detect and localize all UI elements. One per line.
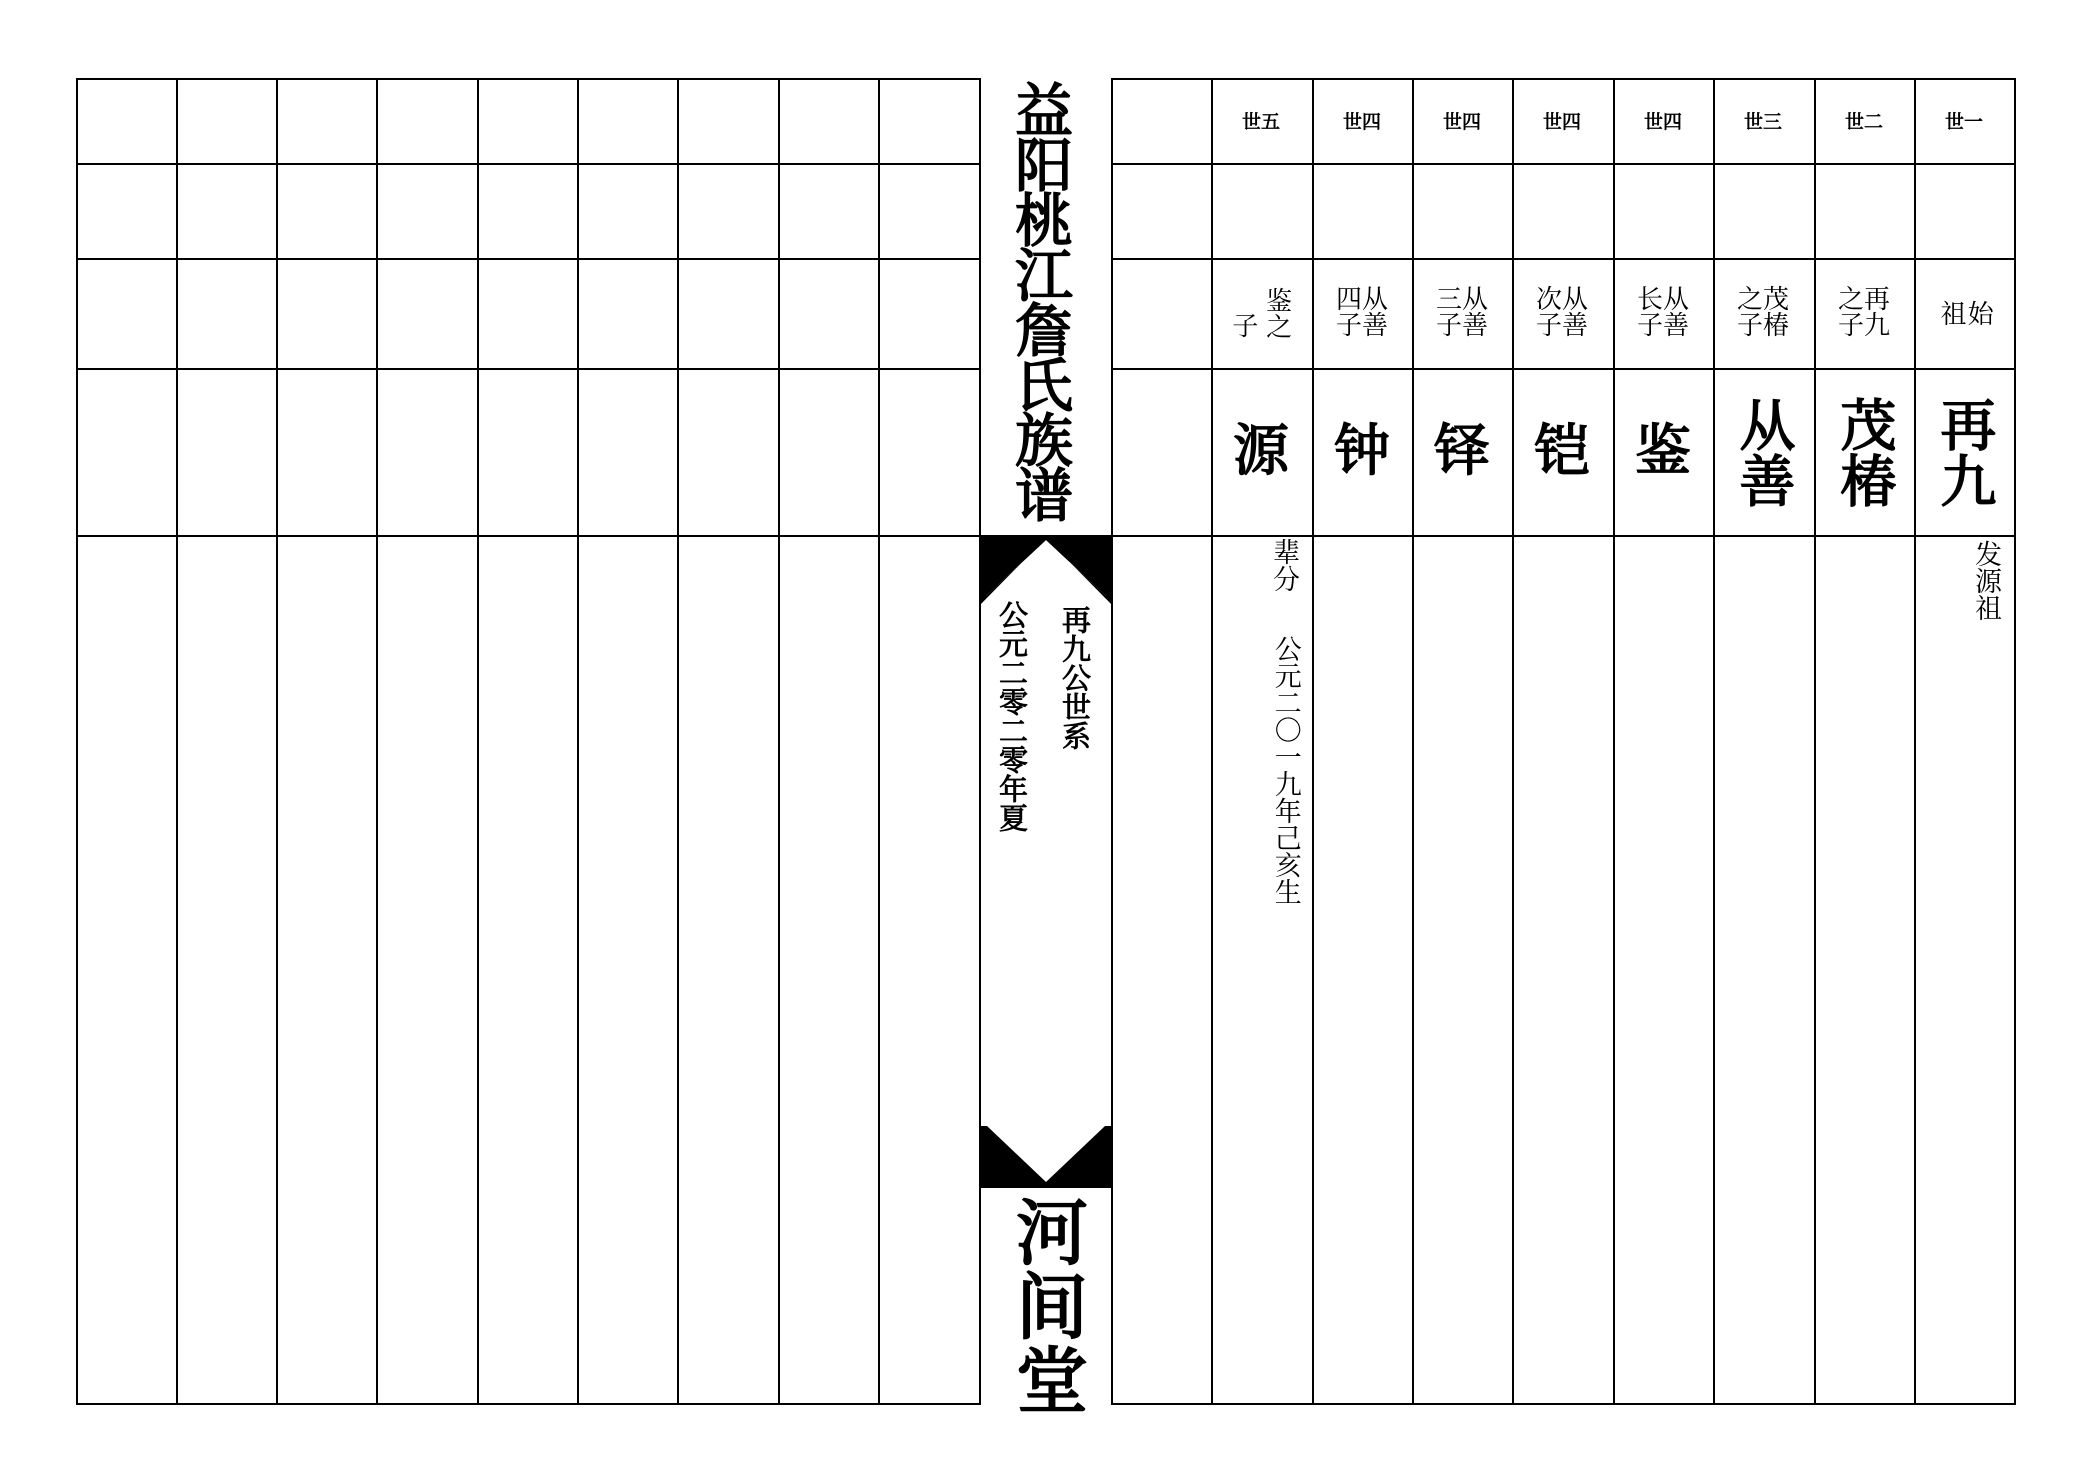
name-cell [1512, 368, 1612, 535]
relation-line: 子椿 [1736, 311, 1789, 341]
relation-text [1937, 300, 1992, 326]
relation-line: 子善 [1335, 311, 1388, 341]
ancestor-name: 茂椿 [1831, 395, 1898, 508]
relation-cell [1211, 258, 1311, 368]
ancestor-note: 发源祖 [1970, 540, 2001, 621]
relation-line: 子善 [1636, 311, 1689, 341]
col-line [376, 78, 378, 1404]
ancestor-name: 钟 [1334, 418, 1390, 485]
relation-text [1737, 287, 1789, 339]
relation-text [1838, 287, 1890, 339]
lineage-subtitle: 再九公世系 [1058, 605, 1092, 750]
ancestor-name: 铠 [1534, 418, 1590, 485]
relation-cell [1814, 258, 1914, 368]
relation-line: 始 [1963, 300, 1994, 326]
ancestor-name: 再九 [1931, 395, 1998, 508]
col-line [577, 78, 579, 1404]
relation-cell [1412, 258, 1512, 368]
generation-label: 世四 [1442, 111, 1481, 133]
ancestor-name: 鉴 [1635, 418, 1691, 485]
col-line [276, 78, 278, 1404]
generation-rank-note: 辈分 [1268, 538, 1299, 592]
book-title: 益阳桃江詹氏族谱 [1005, 80, 1073, 520]
row-line-right-4 [1112, 535, 2016, 537]
col-line [2014, 78, 2016, 1404]
relation-text [1637, 287, 1689, 339]
relation-cell [1312, 258, 1412, 368]
ancestor-name: 从善 [1730, 395, 1797, 508]
row-line-left-3 [76, 368, 981, 370]
relation-line: 三从 [1435, 285, 1488, 315]
row-line-left-4 [76, 535, 981, 537]
name-cell [1613, 368, 1713, 535]
col-line [878, 78, 880, 1404]
relation-line: 之茂 [1736, 285, 1789, 315]
relation-line: 之再 [1837, 285, 1890, 315]
relation-text [1536, 287, 1588, 339]
name-cell [1713, 368, 1813, 535]
col-line [76, 78, 78, 1404]
birth-note: 公元二〇一九年己亥生 [1269, 635, 1301, 905]
col-line [176, 78, 178, 1404]
col-line [677, 78, 679, 1404]
generation-label: 世四 [1643, 111, 1682, 133]
name-cell [1312, 368, 1412, 535]
name-cell [1914, 368, 2014, 535]
relation-cell [1613, 258, 1713, 368]
col-line [477, 78, 479, 1404]
relation-line: 子善 [1435, 311, 1488, 341]
relation-cell [1914, 258, 2014, 368]
row-line-right-1 [1112, 163, 2016, 165]
compile-date: 公元二零二零年夏 [995, 600, 1029, 832]
hall-name: 河间堂 [1004, 1195, 1089, 1417]
generation-label: 世四 [1542, 111, 1581, 133]
generation-label: 世四 [1342, 111, 1381, 133]
row-line-left-2 [76, 258, 981, 260]
relation-line: 子善 [1535, 311, 1588, 341]
name-cell [1814, 368, 1914, 535]
generation-label: 世二 [1844, 111, 1883, 133]
generation-label: 世三 [1743, 111, 1782, 133]
relation-line: 鉴之 [1261, 287, 1292, 339]
relation-text [1232, 287, 1292, 342]
relation-line: 子 [1232, 312, 1259, 342]
row-line-left-1 [76, 163, 981, 165]
relation-line: 次从 [1535, 285, 1588, 315]
ancestor-name: 铎 [1434, 418, 1490, 485]
generation-label: 世一 [1944, 111, 1983, 133]
name-cell [1211, 368, 1311, 535]
relation-text [1336, 287, 1388, 339]
name-cell [1412, 368, 1512, 535]
relation-text [1436, 287, 1488, 339]
relation-line: 祖 [1936, 300, 1966, 326]
ancestor-name: 源 [1233, 418, 1289, 485]
relation-cell [1512, 258, 1612, 368]
relation-cell [1713, 258, 1813, 368]
col-line [778, 78, 780, 1404]
relation-line: 长从 [1636, 285, 1689, 315]
generation-label: 世五 [1241, 111, 1280, 133]
relation-line: 子九 [1837, 311, 1890, 341]
relation-line: 四从 [1335, 285, 1388, 315]
